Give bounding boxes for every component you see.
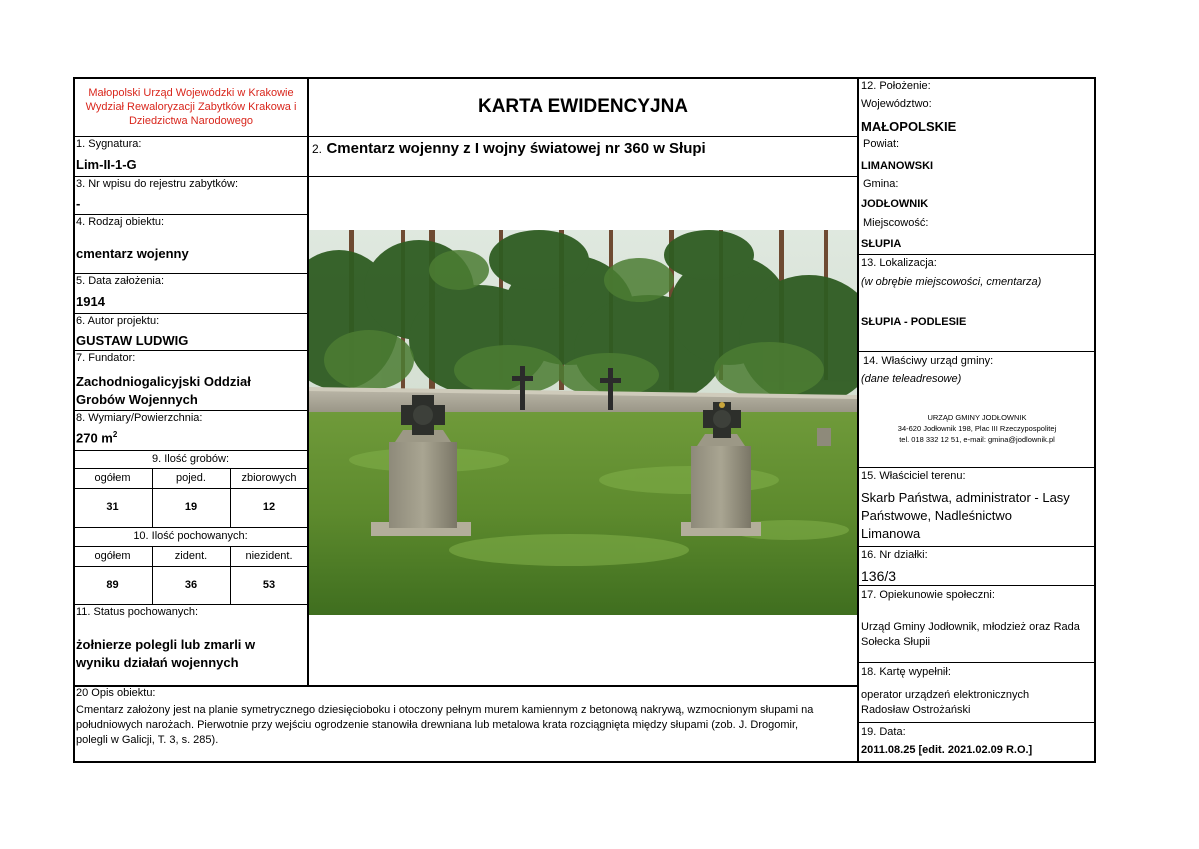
- field-18-label: 18. Kartę wypełnił:: [861, 666, 951, 678]
- field-7-value-line-1: Zachodniogalicyjski Oddział: [76, 374, 251, 389]
- rule: [73, 566, 308, 567]
- buried-value-unidentified: 53: [262, 579, 276, 591]
- graves-value-total: 31: [106, 501, 119, 513]
- field-8-area: 270 m: [76, 430, 113, 446]
- caretakers: [861, 620, 1080, 650]
- field-4-value: cmentarz wojenny: [76, 246, 189, 261]
- rule: [858, 662, 1096, 663]
- field-4-label: 4. Rodzaj obiektu:: [76, 216, 165, 228]
- card-title: KARTA EWIDENCYJNA: [477, 96, 689, 117]
- institution-line-3: Dziedzictwa Narodowego: [128, 115, 254, 127]
- graves-header-single: pojed.: [176, 472, 206, 484]
- field-8-value: [76, 430, 117, 445]
- office-phone-email: tel. 018 332 12 51, e-mail: gmina@jodlownik.pl: [899, 435, 1055, 444]
- institution-block: [78, 86, 304, 128]
- graves-value-collective: 12: [262, 501, 276, 513]
- rule: [858, 467, 1096, 468]
- field-7-label: 7. Fundator:: [76, 352, 136, 364]
- rule-description-top: [73, 685, 858, 687]
- description-line: polegli w Galicji, T. 3, s. 285).: [76, 734, 219, 746]
- locality-label: Miejscowość:: [863, 217, 929, 229]
- field-1-value: Lim-II-1-G: [76, 157, 137, 172]
- cemetery-photo: [309, 230, 857, 615]
- office-name: URZĄD GMINY JODŁOWNIK: [927, 413, 1027, 422]
- field-13-sublabel: (w obrębie miejscowości, cmentarza): [861, 276, 1042, 288]
- rule: [308, 136, 858, 137]
- rule: [73, 604, 308, 605]
- commune-office-contact: [858, 412, 1096, 445]
- graves-header-total: ogółem: [94, 472, 131, 484]
- rule: [308, 176, 858, 177]
- field-1-label: 1. Sygnatura:: [76, 138, 142, 150]
- office-address: 34-620 Jodłownik 198, Plac III Rzeczypospolitej: [897, 424, 1057, 433]
- graves-header-collective: zbiorowych: [241, 472, 297, 484]
- rule: [73, 313, 308, 314]
- voivodeship-value: MAŁOPOLSKIE: [861, 119, 957, 134]
- object-name-number: 2.: [312, 142, 323, 156]
- institution-line-2: Wydział Rewaloryzacji Zabytków Krakowa i: [85, 101, 297, 113]
- buried-value-total: 89: [106, 579, 119, 591]
- field-8-unit-exponent: 2: [112, 430, 118, 439]
- field-14-sublabel: (dane teleadresowe): [861, 373, 962, 385]
- commune-label: Gmina:: [863, 178, 899, 190]
- caretakers-line: Sołecka Słupii: [861, 636, 931, 648]
- rule: [858, 585, 1096, 586]
- field-14-label: 14. Właściwy urząd gminy:: [863, 355, 994, 367]
- rule: [858, 722, 1096, 723]
- rule: [73, 136, 308, 137]
- caretakers-line: Urząd Gminy Jodłownik, młodzież oraz Rada: [861, 621, 1080, 633]
- field-5-value: 1914: [76, 294, 105, 309]
- buried-value-identified: 36: [184, 579, 198, 591]
- field-16-label: 16. Nr działki:: [861, 549, 928, 561]
- rule: [73, 488, 308, 489]
- graves-value-single: 19: [184, 501, 198, 513]
- description-line: Cmentarz założony jest na planie symetrycznego dziesięcioboku i otoczony pełnym murem kamiennym z betonową nakrywą, wzmocnionym słupami na: [76, 704, 814, 716]
- buried-count-label: 10. Ilość pochowanych:: [133, 530, 248, 542]
- filled-by-line: Radosław Ostrożański: [861, 704, 971, 716]
- buried-header-identified: zident.: [174, 550, 208, 562]
- field-5-label: 5. Data założenia:: [76, 275, 165, 287]
- field-12-label: 12. Położenie:: [861, 80, 931, 92]
- graves-count-label: 9. Ilość grobów:: [151, 453, 230, 465]
- rule: [73, 176, 308, 177]
- county-value: LIMANOWSKI: [861, 160, 934, 172]
- field-7-value-line-2: Grobów Wojennych: [76, 392, 198, 407]
- rule: [73, 410, 308, 411]
- field-13-label: 13. Lokalizacja:: [861, 257, 937, 269]
- rule: [73, 450, 308, 451]
- filled-by: [861, 688, 1029, 718]
- county-label: Powiat:: [863, 138, 900, 150]
- cemetery-photo-illustration: [309, 230, 857, 615]
- description-label: 20 Opis obiektu:: [76, 687, 156, 699]
- land-owner: [861, 489, 1070, 543]
- rule: [73, 468, 308, 469]
- rule: [858, 351, 1096, 352]
- rule: [73, 214, 308, 215]
- field-15-label: 15. Właściciel terenu:: [861, 470, 966, 482]
- object-name-text: Cmentarz wojenny z I wojny światowej nr 360 w Słupi: [326, 140, 706, 157]
- buried-header-unidentified: niezident.: [245, 550, 293, 562]
- parcel-number: 136/3: [861, 568, 897, 584]
- filled-by-line: operator urządzeń elektronicznych: [861, 689, 1030, 701]
- field-6-value: GUSTAW LUDWIG: [76, 333, 189, 348]
- field-19-label: 19. Data:: [861, 726, 906, 738]
- locality-value: SŁUPIA: [861, 238, 902, 250]
- rule: [73, 527, 308, 528]
- rule: [858, 254, 1096, 255]
- land-owner-line: Skarb Państwa, administrator - Lasy: [861, 490, 1070, 505]
- date-value: 2011.08.25 [edit. 2021.02.09 R.O.]: [861, 744, 1033, 756]
- field-3-label: 3. Nr wpisu do rejestru zabytków:: [76, 178, 239, 190]
- rule: [73, 546, 308, 547]
- field-11-value-line-2: wyniku działań wojennych: [76, 655, 239, 670]
- field-11-value-line-1: żołnierze polegli lub zmarli w: [76, 637, 256, 652]
- voivodeship-label: Województwo:: [861, 98, 932, 110]
- field-3-value: -: [76, 196, 81, 211]
- commune-value: JODŁOWNIK: [861, 198, 929, 210]
- field-8-label: 8. Wymiary/Powierzchnia:: [76, 412, 203, 424]
- field-17-label: 17. Opiekunowie społeczni:: [861, 589, 995, 601]
- institution-line-1: Małopolski Urząd Wojewódzki w Krakowie: [88, 87, 294, 99]
- buried-header-total: ogółem: [94, 550, 131, 562]
- land-owner-line: Państwowe, Nadleśnictwo: [861, 508, 1013, 523]
- field-11-label: 11. Status pochowanych:: [76, 606, 199, 618]
- rule: [73, 350, 308, 351]
- object-name: [312, 140, 706, 158]
- description-line: południowych narożach. Pierwotnie przy wejściu ogrodzenie stanowiła drewniana lub metalowa krata rozciągnięta między słupami (zob. J. Drogomir,: [76, 719, 799, 731]
- land-owner-line: Limanowa: [861, 526, 921, 541]
- field-6-label: 6. Autor projektu:: [76, 315, 160, 327]
- field-13-value: SŁUPIA - PODLESIE: [861, 316, 967, 328]
- rule: [73, 273, 308, 274]
- rule: [858, 546, 1096, 547]
- description-text: [76, 703, 856, 748]
